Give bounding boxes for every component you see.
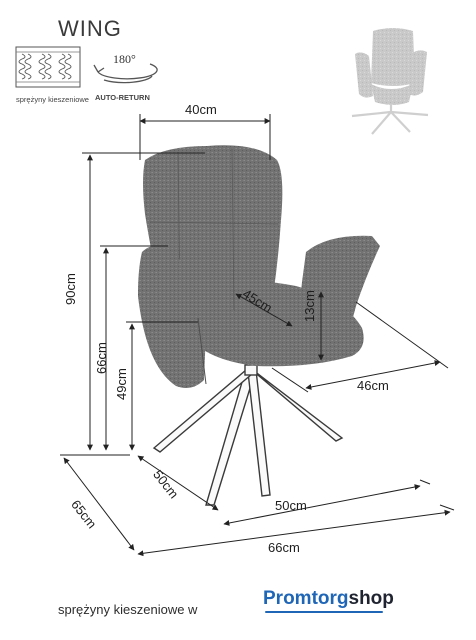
dim-total-height: 90cm (63, 273, 78, 305)
dim-base-depth: 50cm (150, 467, 182, 502)
dim-seat-depth: 45cm (240, 286, 275, 316)
dim-seat-width: 46cm (357, 378, 389, 393)
pocket-springs-icon (16, 47, 80, 87)
dim-seat-height: 49cm (114, 368, 129, 400)
auto-return-label: AUTO-RETURN (95, 93, 150, 102)
rotation-angle: 180° (113, 52, 136, 66)
brand-logo (263, 588, 394, 610)
main-chair (138, 145, 380, 505)
brand-part-2: shop (348, 588, 394, 609)
dim-total-width: 66cm (268, 540, 300, 555)
footer-text: sprężyny kieszeniowe w (58, 602, 198, 617)
dim-seat-back-width: 40cm (185, 102, 217, 117)
dim-total-depth: 65cm (68, 497, 100, 532)
brand-part-1: Promtorg (263, 588, 349, 609)
thumbnail-chair (352, 28, 428, 134)
dim-armrest-height: 66cm (94, 342, 109, 374)
dim-armrest-to-seat: 13cm (302, 290, 317, 322)
dim-base-width: 50cm (275, 498, 307, 513)
springs-label: sprężyny kieszeniowe (16, 95, 89, 104)
product-title: WING (58, 16, 122, 41)
brand-underline (265, 611, 383, 613)
